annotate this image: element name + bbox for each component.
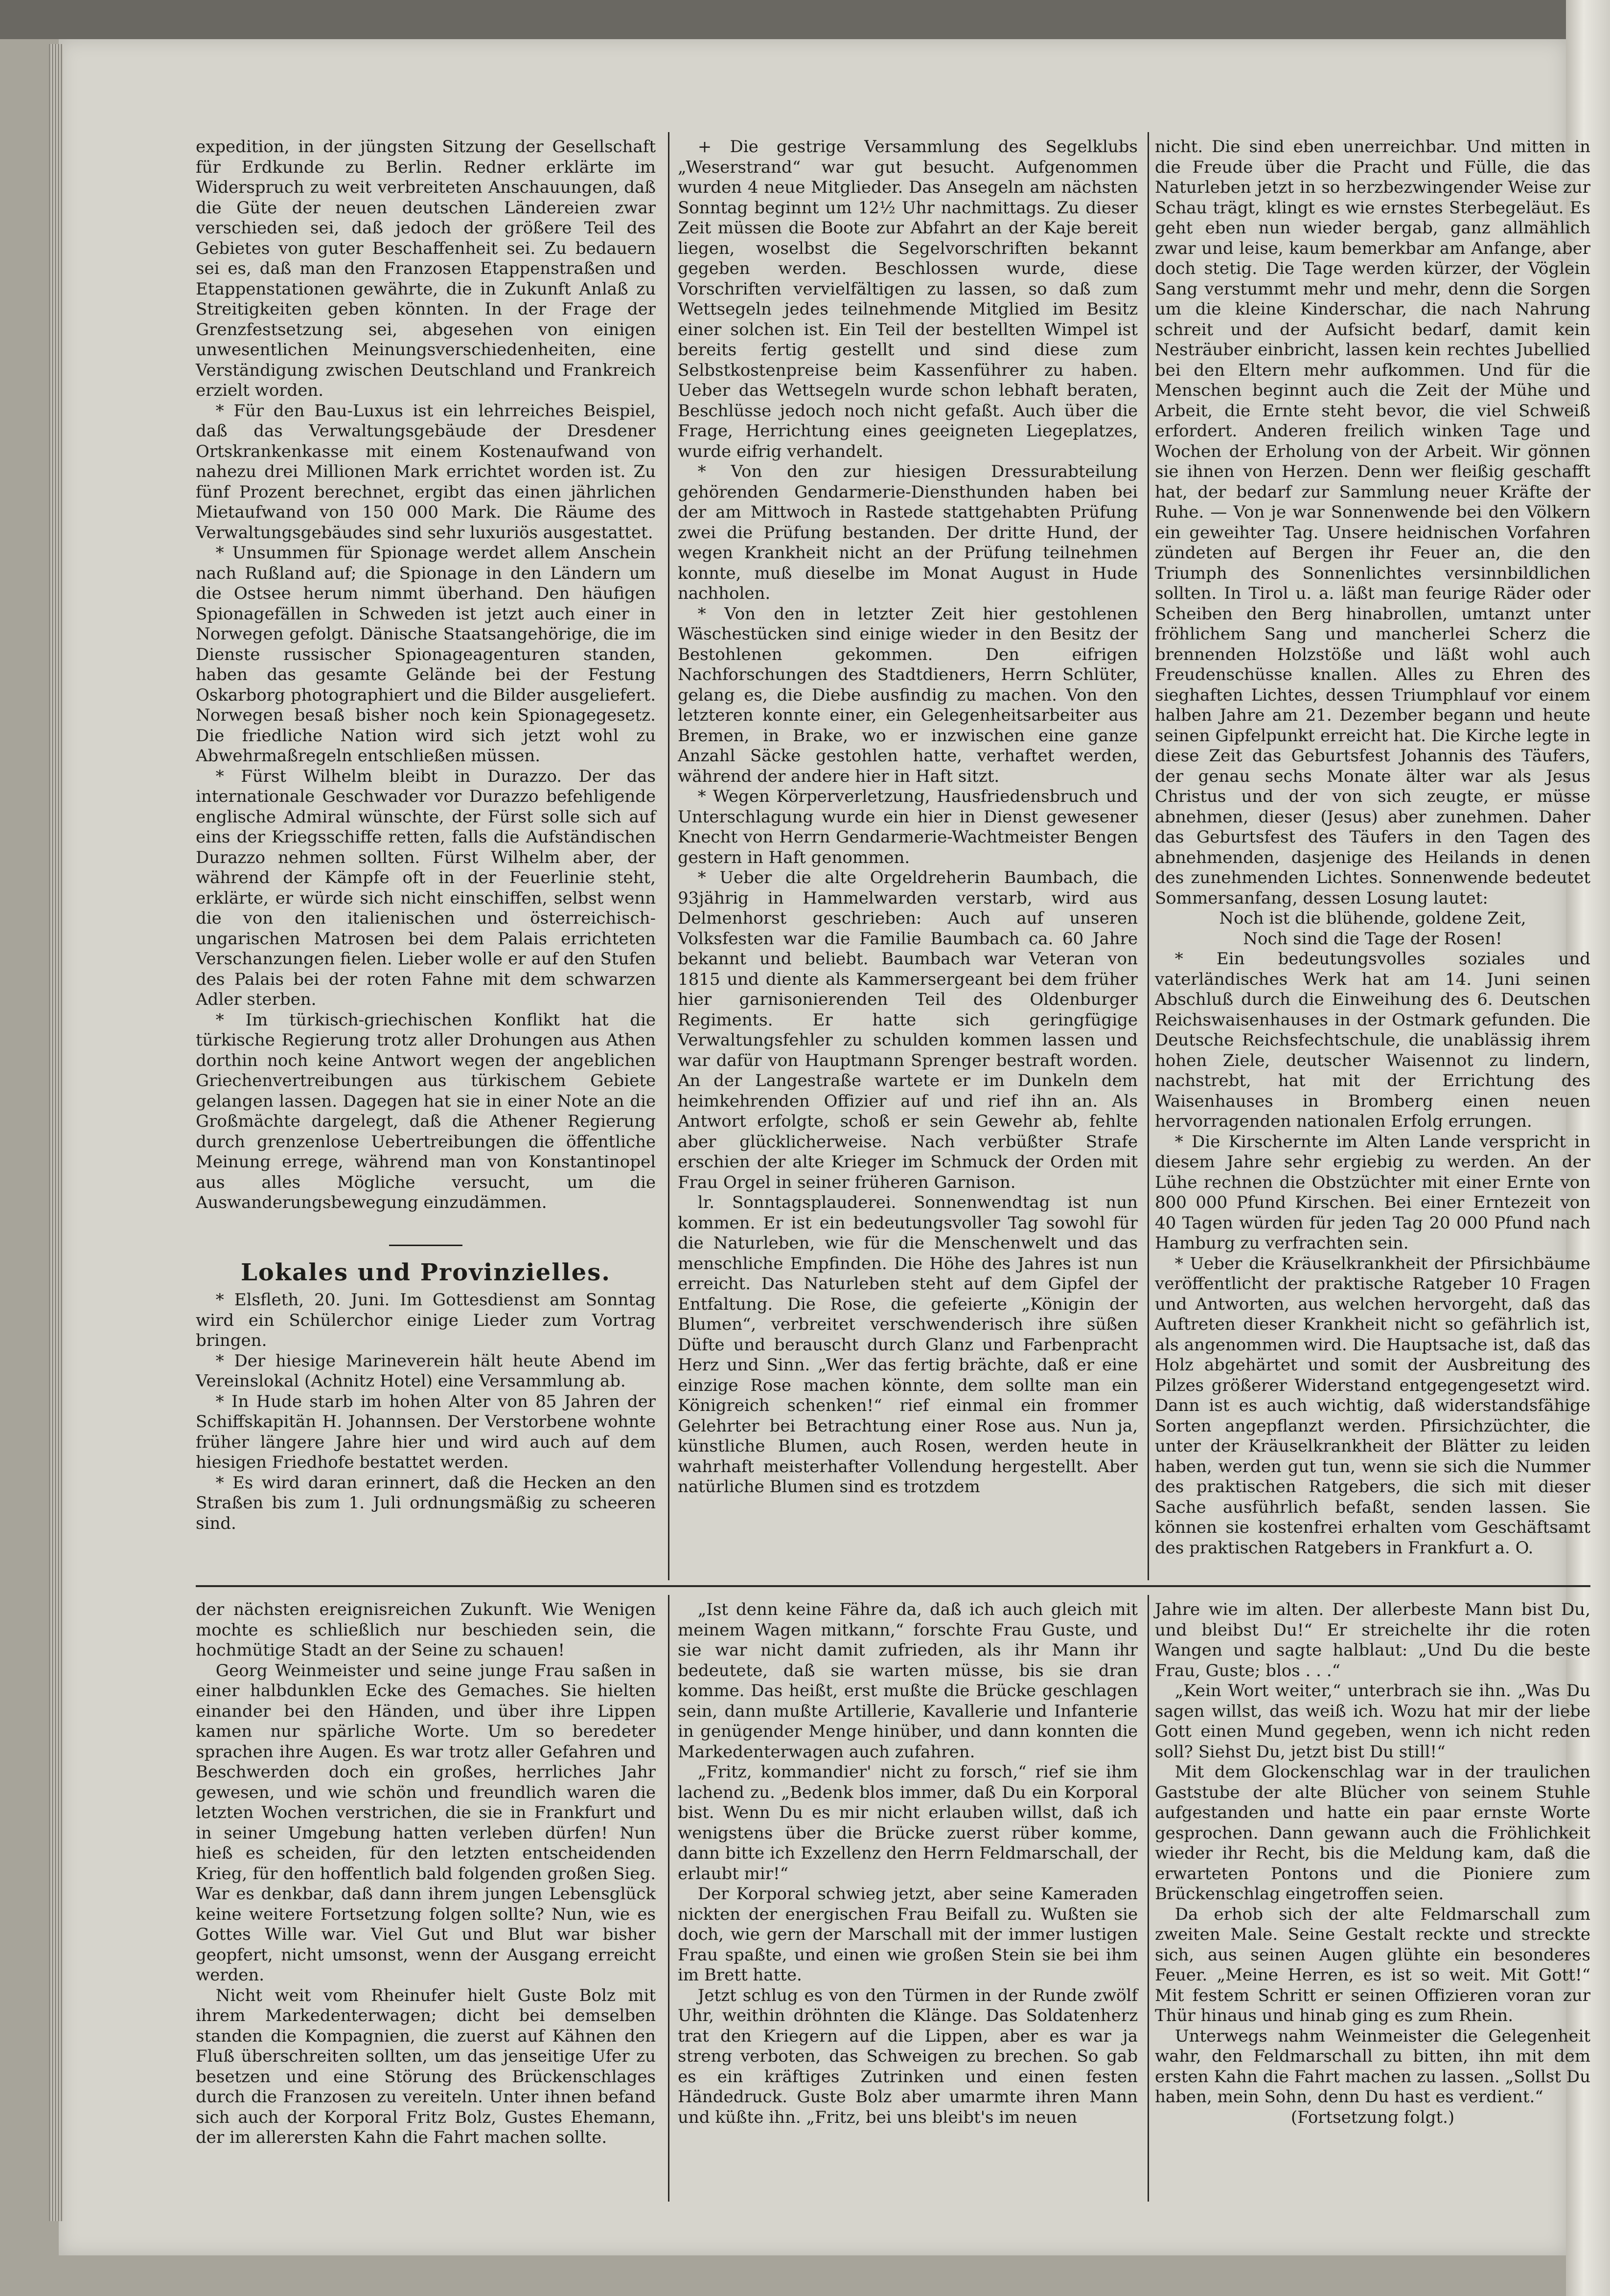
article-paragraph: * Unsummen für Spionage werdet allem Anschein nach Rußland auf; die Spionage in den Ländern um die Ostsee herum nimmt überhand. Den häufigen Spionagefällen in Schweden ist jetzt auch einer in Norwegen gefolgt. Dänische Staatsangehörige, die im Dienste russischer Spionageagenturen standen, haben das gesamte Gelände bei der Festung Oskarborg photographiert und die Bilder ausgeliefert. Norwegen besaß bisher noch kein Spionagegesetz. Die friedliche Nation wird sich jetzt wohl zu Abwehrmaßregeln entschließen müssen. [196, 543, 656, 766]
column-rule [1148, 132, 1149, 1580]
local-paragraph: * Es wird daran erinnert, daß die Hecken an den Straßen bis zum 1. Juli ordnungsmäßig zu scheeren sind. [196, 1473, 656, 1533]
article-paragraph: * Ein bedeutungsvolles soziales und vaterländisches Werk hat am 14. Juni seinen Abschluß durch die Einweihung des 6. Deutschen Reichswaisenhauses in der Ostmark gefunden. Die Deutsche Reichsfechtschule, die unablässig ihrem hohen Ziele, deutscher Waisennot zu lindern, nachstrebt, hat mit der Errichtung des Waisenhauses in Bromberg einen neuen hervorragenden nationalen Erfolg errungen. [1155, 949, 1590, 1131]
article-paragraph: * Fürst Wilhelm bleibt in Durazzo. Der das internationale Geschwader vor Durazzo befehligende englische Admiral wünschte, der Fürst solle sich auf eins der Kriegsschiffe retten, falls die Aufständischen Durazzo nehmen sollten. Fürst Wilhelm aber, der während der Kämpfe oft in der Feuerlinie steht, erklärte, er würde sich nicht einschiffen, selbst wenn die von den italienischen und österreichisch-ungarischen Matrosen bei dem Palais errichteten Verschanzungen fielen. Lieber wolle er auf den Stufen des Palais bei der roten Fahne mit dem schwarzen Adler sterben. [196, 766, 656, 1009]
column-rule [668, 132, 669, 1580]
article-paragraph: * Für den Bau-Luxus ist ein lehrreiches Beispiel, daß das Verwaltungsgebäude der Dresdener Ortskrankenkasse mit einem Kostenaufwand von nahezu drei Millionen Mark errichtet worden ist. Zu fünf Prozent berechnet, ergibt das einen jährlichen Mietaufwand von 150 000 Mark. Die Räume des Verwaltungsgebäudes sind sehr luxuriös ausgestattet. [196, 401, 656, 543]
story-paragraph: der nächsten ereignisreichen Zukunft. Wie Wenigen mochte es schließlich nur beschieden sein, die hochmütige Stadt an der Seine zu schauen! [196, 1600, 656, 1660]
article-paragraph: * Im türkisch-griechischen Konflikt hat die türkische Regierung trotz aller Drohungen aus Athen dorthin noch keine Antwort wegen der angeblichen Griechenvertreibungen aus türkischem Gebiete gelangen lassen. Dagegen hat sie in einer Note an die Großmächte dargelegt, daß die Athener Regierung durch grenzenlose Uebertreibungen die öffentliche Meinung errege, während man von Konstantinopel aus alles Mögliche versucht, um die Auswanderungsbewegung einzudämmen. [196, 1010, 656, 1212]
continued-note: (Fortsetzung folgt.) [1290, 2107, 1455, 2127]
story-paragraph: Jahre wie im alten. Der allerbeste Mann bist Du, und bleibst Du!“ Er streichelte ihr die roten Wangen und sagte halblaut: „Und Du die beste Frau, Guste; blos . . .“ [1155, 1600, 1590, 1681]
page-stack-edge [49, 44, 64, 2221]
local-paragraph: * Der hiesige Marineverein hält heute Abend im Vereinslokal (Achnitz Hotel) eine Versammlung ab. [196, 1351, 656, 1391]
article-paragraph: + Die gestrige Versammlung des Segelklubs „Weserstrand“ war gut besucht. Aufgenommen wurden 4 neue Mitglieder. Das Ansegeln am nächsten Sonntag beginnt um 12½ Uhr nachmittags. Zu dieser Zeit müssen die Boote zur Abfahrt an der Kaje bereit liegen, woselbst die Segelvorschriften bekannt gegeben werden. Beschlossen wurde, diese Vorschriften vervielfältigen zu lassen, so daß zum Wettsegeln jedes teilnehmende Mitglied im Besitz einer solchen ist. Ein Teil der bestellten Wimpel ist bereits fertig gestellt und sind diese zum Selbstkostenpreise beim Kassenführer zu haben. Ueber das Wettsegeln wurde schon lebhaft beraten, Beschlüsse jedoch noch nicht gefaßt. Auch über die Frage, Herrichtung eines geeigneten Liegeplatzes, wurde eifrig verhandelt. [678, 137, 1138, 461]
story-paragraph: „Ist denn keine Fähre da, daß ich auch gleich mit meinem Wagen mitkann,“ forschte Frau Guste, und sie war nicht damit zufrieden, als ihr Mann ihr bedeutete, daß sie warten müsse, bis sie dran komme. Das heißt, erst mußte die Brücke geschlagen sein, dann mußte Artillerie, Kavallerie und Infanterie in genügender Menge hinüber, und dann konnten die Markedenterwagen auch zufahren. [678, 1600, 1138, 1762]
article-paragraph: * Die Kirschernte im Alten Lande verspricht in diesem Jahre sehr ergiebig zu werden. An der Lühe rechnen die Obstzüchter mit einer Ernte von 800 000 Pfund Kirschen. Bei einer Erntezeit von 40 Tagen würden für jeden Tag 20 000 Pfund nach Hamburg zu verfrachten sein. [1155, 1132, 1590, 1253]
article-paragraph: * Ueber die alte Orgeldreherin Baumbach, die 93jährig in Hammelwarden verstarb, wird aus Delmenhorst geschrieben: Auch auf unseren Volksfesten war die Familie Baumbach ca. 60 Jahre bekannt und beliebt. Baumbach war Veteran von 1815 und diente als Kammersergeant bei dem früher hier garnisonierenden Teil des Oldenburger Regiments. Er hatte sich geringfügige Verwaltungsfehler zu schulden kommen lassen und war dafür von Hauptmann Sprenger bestraft worden. An der Langestraße wartete er im Dunkeln dem heimkehrenden Offizier auf und rief ihn an. Als Antwort erfolgte, schoß er sein Gewehr ab, fehlte aber glücklicherweise. Nach verbüßter Strafe erschien der alte Krieger im Schmuck der Orden mit Frau Orgel in seiner früheren Garnison. [678, 868, 1138, 1192]
story-paragraph: Mit dem Glockenschlag war in der traulichen Gaststube der alte Blücher von seinem Stuhle aufgestanden und hatte ein paar ernste Worte gesprochen. Dann gewann auch die Fröhlichkeit wieder ihr Recht, bis die Meldung kam, daß die erwarteten Pontons und die Pioniere zum Brückenschlag eingetroffen seien. [1155, 1762, 1590, 1904]
story-paragraph: Jetzt schlug es von den Türmen in der Runde zwölf Uhr, weithin dröhnten die Klänge. Das Soldatenherz trat den Kriegern auf die Lippen, aber es war ja streng verboten, das Schweigen zu brechen. So gab es ein kräftiges Zutrinken und einen festen Händedruck. Guste Bolz aber umarmte ihren Mann und küßte ihn. „Fritz, bei uns bleibt's im neuen [678, 1985, 1138, 2127]
story-paragraph: „Kein Wort weiter,“ unterbrach sie ihn. „Was Du sagen willst, das weiß ich. Wozu hat mir der liebe Gott einen Mund gegeben, wenn ich nicht reden soll? Siehst Du, jetzt bist Du still!“ [1155, 1681, 1590, 1762]
feuilleton-rule [196, 1585, 1590, 1587]
story-paragraph: Der Korporal schwieg jetzt, aber seine Kameraden nickten der energischen Frau Beifall zu. Wußten sie doch, wie gern der Marschall mit der immer lustigen Frau spaßte, und einen wie großen Stein sie bei ihm im Brett hatte. [678, 1884, 1138, 1985]
verse-line: Noch sind die Tage der Rosen! [1243, 929, 1502, 949]
feuilleton-column-2 [678, 1600, 1138, 2128]
column-rule [668, 1595, 669, 2202]
story-paragraph: Unterwegs nahm Weinmeister die Gelegenheit wahr, den Feldmarschall zu bitten, ihn mit dem ersten Kahn die Fahrt machen zu lassen. „Sollst Du haben, mein Sohn, denn Du hast es verdient.“ [1155, 2026, 1590, 2107]
top-column-2 [678, 137, 1138, 1498]
feuilleton-column-1 [196, 1600, 656, 2148]
verse-line: Noch ist die blühende, goldene Zeit, [1219, 909, 1526, 928]
feuilleton-column-3 [1155, 1600, 1590, 2128]
story-paragraph: „Fritz, kommandier' nicht zu forsch,“ rief sie ihm lachend zu. „Bedenk blos immer, daß Du ein Korporal bist. Wenn Du es mir nicht erlauben willst, daß ich wenigstens über die Brücke zuerst rüber komme, dann bitte ich Exzellenz den Herrn Feldmarschall, der erlaubt mir!“ [678, 1762, 1138, 1884]
article-paragraph: * Von den in letzter Zeit hier gestohlenen Wäschestücken sind einige wieder in den Besitz der Bestohlenen gekommen. Den eifrigen Nachforschungen des Stadtdieners, Herrn Schlüter, gelang es, die Diebe ausfindig zu machen. Von den letzteren konnte einer, ein Gelegenheitsarbeiter aus Bremen, in Brake, wo er inzwischen eine ganze Anzahl Säcke gestohlen hatte, verhaftet werden, während der andere hier in Haft sitzt. [678, 604, 1138, 786]
section-separator [196, 1231, 656, 1251]
story-paragraph: Georg Weinmeister und seine junge Frau saßen in einer halbdunklen Ecke des Gemaches. Sie hielten einander bei den Händen, und über ihre Lippen kamen nur spärliche Worte. Um so beredeter sprachen ihre Augen. Es war trotz aller Gefahren und Beschwerden doch ein großes, herrliches Jahr gewesen, und wie schön und freundlich waren die letzten Wochen verstrichen, die sie in Frankfurt und in seiner Umgebung hatten verleben dürfen! Nun hieß es scheiden, für den letzten entscheidenden Krieg, für den hoffentlich bald folgenden großen Sieg. War es denkbar, daß dann ihrem jungen Lebensglück keine weitere Fortsetzung folgen sollte? Nun, wie es Gottes Wille war. Viel Gut und Blut war bisher geopfert, nicht umsonst, wenn der Ausgang erreicht werden. [196, 1660, 656, 1985]
local-paragraph: * In Hude starb im hohen Alter von 85 Jahren der Schiffskapitän H. Johannsen. Der Verstorbene wohnte früher längere Jahre hier und wird auch auf dem hiesigen Friedhofe bestattet werden. [196, 1391, 656, 1472]
column-rule [1148, 1595, 1149, 2202]
local-paragraph: * Elsfleth, 20. Juni. Im Gottesdienst am Sonntag wird ein Schülerchor einige Lieder zum Vortrag bringen. [196, 1290, 656, 1350]
article-paragraph: * Ueber die Kräuselkrankheit der Pfirsichbäume veröffentlicht der praktische Ratgeber 10 Fragen und Antworten, aus welchen hervorgeht, daß das Auftreten dieser Krankheit nicht so gefährlich ist, als angenommen wird. Die Hauptsache ist, daß das Holz abgehärtet und somit der Ausbreitung des Pilzes größerer Widerstand entgegengesetzt wird. Dann ist es auch wichtig, daß widerstandsfähige Sorten angepflanzt werden. Pfirsichzüchter, die unter der Kräuselkrankheit der Blätter zu leiden haben, werden gut tun, wenn sie sich die Nummer des praktischen Ratgebers, die sich mit dieser Sache ausführlich befaßt, senden lassen. Sie können sie kostenfrei erhalten vom Geschäftsamt des praktischen Ratgebers in Frankfurt a. O. [1155, 1253, 1590, 1558]
story-paragraph: Da erhob sich der alte Feldmarschall zum zweiten Male. Seine Gestalt reckte und streckte sich, aus seinen Augen glühte ein besonderes Feuer. „Meine Herren, es ist so weit. Mit Gott!“ Mit festem Schritt er seinen Offizieren voran zur Thür hinaus und hinab ging es zum Rhein. [1155, 1904, 1590, 2025]
article-paragraph: expedition, in der jüngsten Sitzung der Gesellschaft für Erdkunde zu Berlin. Redner erklärte im Widerspruch zu weit verbreiteten Anschauungen, daß die Güte der neuen deutschen Ländereien zwar verschieden sei, daß jedoch der größere Teil des Gebietes von guter Beschaffenheit sei. Zu bedauern sei es, daß man den Franzosen Etappenstraßen und Etappenstationen gewährte, die in Zukunft Anlaß zu Streitigkeiten geben könnten. In der Frage der Grenzfestsetzung sei, abgesehen von einigen unwesentlichen Meinungsverschiedenheiten, eine Verständigung zwischen Deutschland und Frankreich erzielt worden. [196, 137, 656, 400]
scan-top-strip [0, 0, 1610, 39]
article-paragraph: nicht. Die sind eben unerreichbar. Und mitten in die Freude über die Pracht und Fülle, die das Naturleben jetzt in so herzbezwingender Weise zur Schau trägt, klingt es wie ernstes Sterbegeläut. Es geht eben nun wieder bergab, ganz allmählich zwar und leise, kaum bemerkbar am Anfange, aber doch stetig. Die Tage werden kürzer, der Vöglein Sang verstummt mehr und mehr, denn die Sorgen um die kleine Kinderschar, die nach Nahrung schreit und der Aufsicht bedarf, damit kein Nesträuber einbricht, lassen kein rechtes Jubellied bei den Eltern mehr aufkommen. Und für die Menschen beginnt auch die Zeit der Mühe und Arbeit, die Ernte steht bevor, die viel Schweiß erfordert. Anderen freilich winken Tage und Wochen der Erholung von der Arbeit. Wir gönnen sie ihnen von Herzen. Denn wer fleißig geschafft hat, der bedarf zur Sammlung neuer Kräfte der Ruhe. — Von je war Sonnenwende bei den Völkern ein geweihter Tag. Unsere heidnischen Vorfahren zündeten auf Bergen ihr Feuer an, die den Triumph des Sonnenlichtes versinnbildlichen sollten. In Tirol u. a. läßt man feurige Räder oder Scheiben den Berg hinabrollen, umtanzt unter fröhlichem Sang und mancherlei Scherz die brennenden Holzstöße und läßt wohl auch Freudenschüsse knallen. Alles zu Ehren des sieghaften Lichtes, dessen Triumphlauf vor einem halben Jahre am 21. Dezember begann und heute seinen Gipfelpunkt erreicht hat. Die Kirche legte in diese Zeit das Geburtsfest Johannis des Täufers, der genau sechs Monate älter war als Jesus Christus und der von sich zeugte, er müsse abnehmen, dieser (Jesus) aber zunehmen. Daher das Geburtsfest des Täufers in den Tagen des abnehmenden, dasjenige des Heilands in denen des zunehmenden Lichtes. Sonnenwende bedeutet Sommersanfang, dessen Losung lautet: [1155, 137, 1590, 908]
story-paragraph: Nicht weit vom Rheinufer hielt Guste Bolz mit ihrem Markedenterwagen; dicht bei demselben standen die Kompagnien, die zuerst auf Kähnen den Fluß überschreiten sollten, um das jenseitige Ufer zu besetzen und eine Störung des Brückenschlages durch die Franzosen zu vereiteln. Unter ihnen befand sich auch der Korporal Fritz Bolz, Gustes Ehemann, der im allerersten Kahn die Fahrt machen sollte. [196, 1985, 656, 2147]
article-paragraph: * Von den zur hiesigen Dressurabteilung gehörenden Gendarmerie-Diensthunden haben bei der am Mittwoch in Rastede stattgehabten Prüfung zwei die Prüfung bestanden. Der dritte Hund, der wegen Krankheit nicht an der Prüfung teilnehmen konnte, muß dieselbe im Monat August in Hude nachholen. [678, 462, 1138, 603]
article-paragraph: lr. Sonntagsplauderei. Sonnenwendtag ist nun kommen. Er ist ein bedeutungsvoller Tag sowohl für die Naturleben, wie für die Menschenwelt und das menschliche Empfinden. Die Höhe des Jahres ist nun erreicht. Das Naturleben steht auf dem Gipfel der Entfaltung. Die Rose, die gefeierte „Königin der Blumen“, verbreitet verschwenderisch ihre süßen Düfte und berauscht durch Glanz und Farbenpracht Herz und Sinn. „Wer das fertig brächte, daß er eine einzige Rose machen könnte, dem sollte man ein Königreich schenken!“ rief einmal ein frommer Gelehrter bei Betrachtung einer Rose aus. Nun ja, künstliche Blumen, auch Rosen, werden heute in wahrhaft meisterhafter Vollendung hergestellt. Aber natürliche Blumen sind es trotzdem [678, 1193, 1138, 1497]
top-column-3 [1155, 137, 1590, 1558]
section-title: Lokales und Provinzielles. [241, 1259, 611, 1286]
article-paragraph: * Wegen Körperverletzung, Hausfriedensbruch und Unterschlagung wurde ein hier in Dienst gewesener Knecht von Herrn Gendarmerie-Wachtmeister Bengen gestern in Haft genommen. [678, 787, 1138, 867]
top-column-1 [196, 137, 656, 1534]
